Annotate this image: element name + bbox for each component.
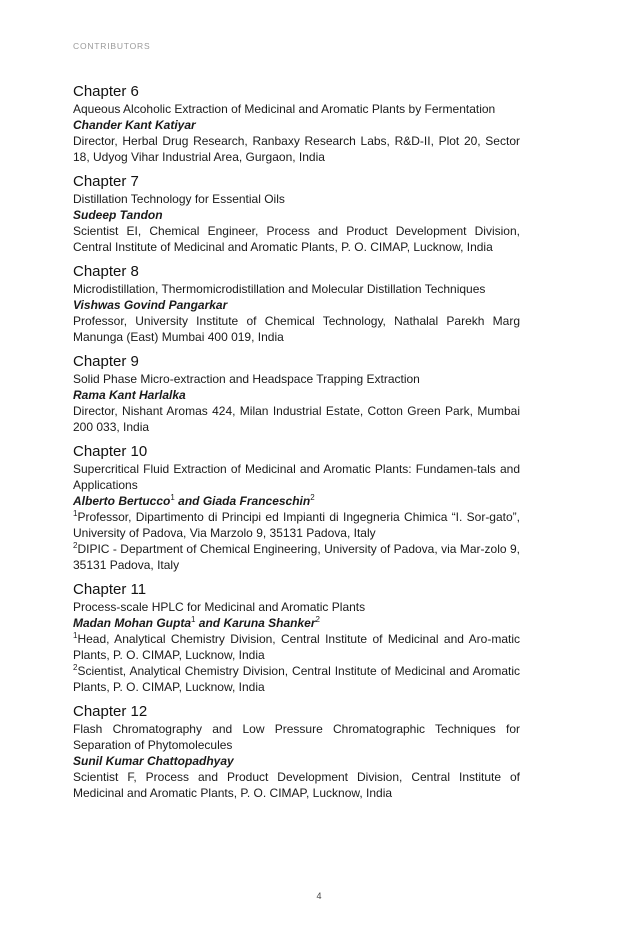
author-name: Giada Franceschin (202, 494, 311, 508)
author-affiliation (73, 631, 520, 663)
contributors-list (73, 83, 520, 809)
chapter-entry (73, 443, 520, 573)
chapter-heading: Chapter 10 (73, 443, 148, 460)
author-footnote-mark: 2 (310, 493, 315, 502)
affiliation-footnote-mark: 2 (73, 541, 78, 550)
author-footnote-mark: 1 (191, 615, 196, 624)
chapter-heading: Chapter 9 (73, 353, 139, 370)
author-name: Sunil Kumar Chattopadhyay (73, 754, 234, 768)
chapter-authors (73, 297, 520, 313)
chapter-entry (73, 581, 520, 695)
author-affiliation (73, 223, 520, 255)
chapter-authors (73, 387, 520, 403)
author-name: Vishwas Govind Pangarkar (73, 298, 228, 312)
chapter-title: Distillation Technology for Essential Oils (73, 192, 285, 206)
author-affiliation (73, 133, 520, 165)
chapter-title: Solid Phase Micro-extraction and Headspace Trapping Extraction (73, 372, 420, 386)
chapter-entry (73, 263, 520, 345)
chapter-authors (73, 493, 520, 509)
author-name: Chander Kant Katiyar (73, 118, 196, 132)
author-affiliation (73, 403, 520, 435)
chapter-entry (73, 173, 520, 255)
affiliation-text: Head, Analytical Chemistry Division, Central Institute of Medicinal and Aro-matic Plants, P. O. CIMAP, Lucknow, India (73, 632, 520, 662)
affiliation-text: Professor, University Institute of Chemical Technology, Nathalal Parekh Marg Manunga (East) Mumbai 400 019, India (73, 314, 520, 344)
chapter-heading: Chapter 12 (73, 703, 148, 720)
chapter-heading: Chapter 7 (73, 173, 139, 190)
author-affiliation (73, 663, 520, 695)
chapter-heading: Chapter 8 (73, 263, 139, 280)
page-number: 4 (316, 891, 322, 901)
author-name: Madan Mohan Gupta (73, 616, 191, 630)
chapter-heading: Chapter 11 (73, 581, 147, 598)
chapter-title: Supercritical Fluid Extraction of Medicinal and Aromatic Plants: Fundamen-tals and Applications (73, 462, 520, 492)
author-affiliation (73, 769, 520, 801)
author-name: Alberto Bertucco (73, 494, 171, 508)
affiliation-text: DIPIC - Department of Chemical Engineering, University of Padova, via Mar-zolo 9, 35131 Padova, Italy (73, 542, 520, 572)
author-affiliation (73, 509, 520, 541)
running-head: CONTRIBUTORS (73, 41, 151, 51)
author-affiliation (73, 313, 520, 345)
affiliation-text: Director, Herbal Drug Research, Ranbaxy Research Labs, R&D-II, Plot 20, Sector 18, Udyog Vihar Industrial Area, Gurgaon, India (73, 134, 520, 164)
chapter-heading: Chapter 6 (73, 83, 139, 100)
author-footnote-mark: 2 (315, 615, 320, 624)
chapter-authors (73, 615, 520, 631)
chapter-entry (73, 353, 520, 435)
author-joiner: and (178, 494, 200, 508)
chapter-title: Flash Chromatography and Low Pressure Chromatographic Techniques for Separation of Phytomolecules (73, 722, 520, 752)
affiliation-text: Scientist, Analytical Chemistry Division, Central Institute of Medicinal and Aromatic Plants, P. O. CIMAP, Lucknow, India (73, 664, 520, 694)
author-joiner: and (198, 616, 221, 630)
author-name: Rama Kant Harlalka (73, 388, 186, 402)
author-name: Karuna Shanker (223, 616, 316, 630)
chapter-entry (73, 83, 520, 165)
author-affiliation (73, 541, 520, 573)
author-name: Sudeep Tandon (73, 208, 163, 222)
affiliation-footnote-mark: 1 (73, 509, 78, 518)
affiliation-text: Scientist EI, Chemical Engineer, Process and Product Development Division, Central Institute of Medicinal and Aromatic Plants, P. O. CIMAP, Lucknow, India (73, 224, 520, 254)
chapter-authors (73, 207, 520, 223)
chapter-authors (73, 753, 520, 769)
affiliation-text: Scientist F, Process and Product Development Division, Central Institute of Medicinal and Aromatic Plants, P. O. CIMAP, Lucknow, India (73, 770, 520, 800)
affiliation-footnote-mark: 1 (73, 631, 78, 640)
chapter-title: Microdistillation, Thermomicrodistillation and Molecular Distillation Techniques (73, 282, 486, 296)
chapter-authors (73, 117, 520, 133)
affiliation-text: Director, Nishant Aromas 424, Milan Industrial Estate, Cotton Green Park, Mumbai 200 033, India (73, 404, 520, 434)
chapter-title: Aqueous Alcoholic Extraction of Medicinal and Aromatic Plants by Fermentation (73, 102, 496, 116)
affiliation-text: Professor, Dipartimento di Principi ed Impianti di Ingegneria Chimica “I. Sor-gato”, University of Padova, Via Marzolo 9, 35131 Padova, Italy (73, 510, 520, 540)
chapter-title: Process-scale HPLC for Medicinal and Aromatic Plants (73, 600, 366, 614)
affiliation-footnote-mark: 2 (73, 663, 78, 672)
chapter-entry (73, 703, 520, 801)
author-footnote-mark: 1 (170, 493, 175, 502)
